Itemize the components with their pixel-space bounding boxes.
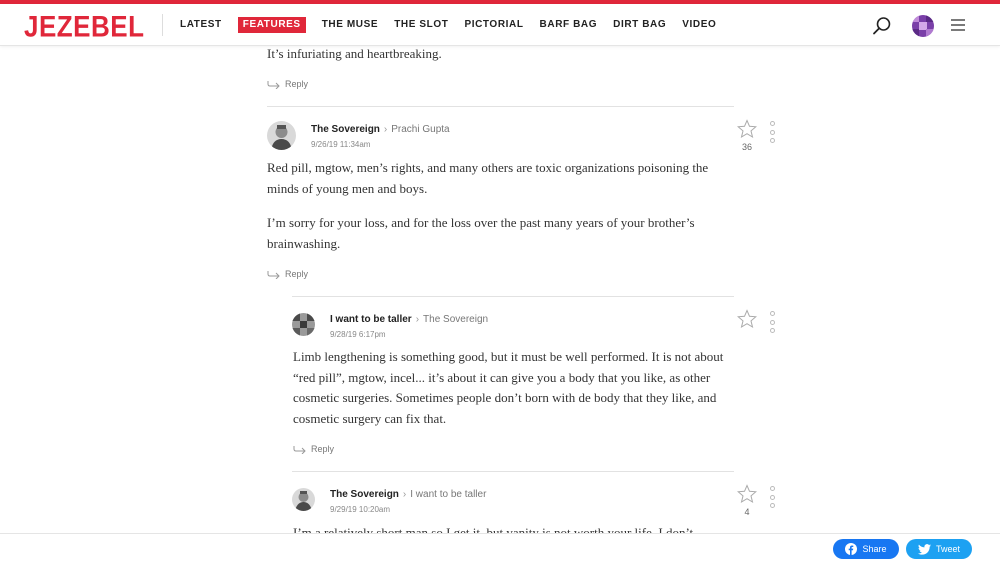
- nav-barf-bag[interactable]: BARF BAG: [539, 19, 598, 30]
- share-bar: [0, 533, 1000, 563]
- facebook-icon: [845, 543, 857, 555]
- more-options-icon[interactable]: [770, 311, 776, 333]
- reply-button[interactable]: [267, 269, 308, 279]
- reply-label: Reply: [285, 79, 309, 89]
- comment-timestamp[interactable]: 9/29/19 10:20am: [330, 505, 391, 514]
- star-icon[interactable]: [737, 119, 757, 139]
- reply-label: Reply: [285, 269, 309, 279]
- chevron-right-icon: ›: [415, 314, 420, 325]
- nav-the-slot[interactable]: THE SLOT: [394, 19, 449, 30]
- reply-button[interactable]: [267, 79, 308, 89]
- user-avatar[interactable]: [912, 15, 934, 37]
- reply-to-name[interactable]: Prachi Gupta: [391, 124, 450, 135]
- reply-arrow-icon: [267, 80, 280, 89]
- comment-separator: [292, 471, 734, 472]
- comment-author-line: [330, 314, 488, 325]
- comment-paragraph: I’m sorry for your loss, and for the loss over the past many years of your brother’s brainwashing.: [267, 215, 695, 251]
- nav-the-muse[interactable]: THE MUSE: [321, 19, 379, 30]
- commenter-avatar[interactable]: [292, 488, 315, 511]
- reply-label: Reply: [311, 444, 335, 454]
- comment-fragment-text: It’s infuriating and heartbreaking.: [267, 46, 442, 61]
- more-options-icon[interactable]: [770, 486, 776, 508]
- star-icon[interactable]: [737, 309, 757, 329]
- author-name[interactable]: The Sovereign: [330, 489, 399, 500]
- nav-features[interactable]: FEATURES: [238, 17, 306, 33]
- nav-pictorial[interactable]: PICTORIAL: [464, 19, 524, 30]
- comment-separator: [267, 106, 734, 107]
- reply-button[interactable]: [293, 444, 334, 454]
- site-logo[interactable]: JEZEBEL: [24, 8, 145, 44]
- commenter-avatar[interactable]: [292, 313, 315, 336]
- twitter-icon: [918, 544, 931, 555]
- facebook-share-label: Share: [862, 544, 887, 554]
- nav-dirt-bag[interactable]: DIRT BAG: [613, 19, 667, 30]
- comment-author-line: [330, 489, 486, 500]
- nav-video[interactable]: VIDEO: [682, 19, 717, 30]
- twitter-share-button[interactable]: [906, 539, 972, 559]
- nav-latest[interactable]: LATEST: [180, 19, 222, 30]
- reply-to-name[interactable]: I want to be taller: [410, 489, 487, 500]
- more-options-icon[interactable]: [770, 121, 776, 143]
- site-header: [0, 4, 1000, 46]
- author-name[interactable]: The Sovereign: [311, 124, 380, 135]
- header-divider: [162, 14, 163, 36]
- comment-timestamp[interactable]: 9/26/19 11:34am: [311, 140, 371, 149]
- facebook-share-button[interactable]: [833, 539, 899, 559]
- reply-arrow-icon: [267, 270, 280, 279]
- comment-timestamp[interactable]: 9/28/19 6:17pm: [330, 330, 386, 339]
- search-icon[interactable]: [872, 16, 892, 36]
- comment-separator: [292, 296, 734, 297]
- main-nav: [180, 18, 732, 33]
- star-count: 4: [744, 507, 750, 517]
- reply-arrow-icon: [293, 445, 306, 454]
- chevron-right-icon: ›: [383, 124, 388, 135]
- comment-paragraph: Limb lengthening is something good, but it must be well performed. It is not about “red pill”, mgtow, incel... it’s about it can give you a body that you like, as other cosmetic surgeries. Sometimes people don’t born with de body that they like, and cosmetic surgery can fix that.: [293, 349, 724, 426]
- comment-paragraph: Red pill, mgtow, men’s rights, and many others are toxic organizations poisoning the minds of young men and boys.: [267, 160, 709, 196]
- star-icon[interactable]: [737, 484, 757, 504]
- twitter-share-label: Tweet: [935, 544, 960, 554]
- reply-to-name[interactable]: The Sovereign: [423, 314, 489, 325]
- hamburger-menu-icon[interactable]: [950, 17, 966, 33]
- star-count: 36: [741, 142, 752, 152]
- chevron-right-icon: ›: [402, 489, 407, 500]
- commenter-avatar[interactable]: [267, 121, 296, 150]
- comment-author-line: [311, 124, 450, 135]
- author-name[interactable]: I want to be taller: [330, 314, 412, 325]
